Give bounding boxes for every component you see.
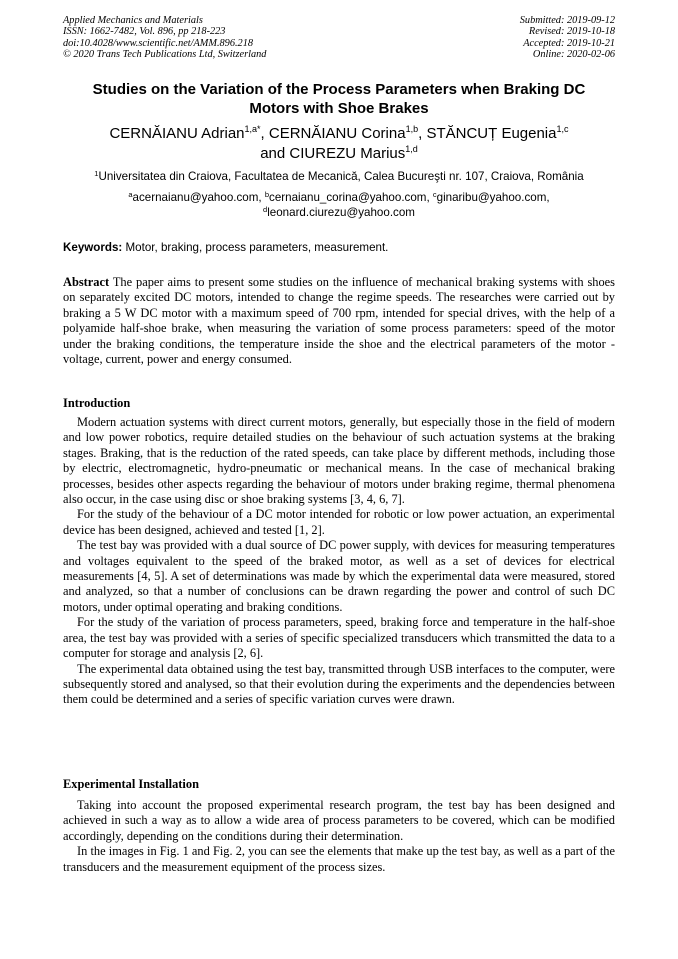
email-sup: d bbox=[263, 205, 268, 214]
author-name: CIUREZU Marius bbox=[289, 145, 406, 162]
journal-header-left bbox=[63, 15, 266, 61]
paragraph: Modern actuation systems with direct current motors, generally, but especially those in the field of modern and low power robotics, require detailed studies on the behaviour of such actuation systems at the braking stages. Braking, that is the reduction of the rated speeds, can take place by different methods, including those by electric, electromagnetic, hydro-pneumatic or mechanical means. In the case of mechanical braking processes, besides other aspects regarding the behaviour of motors under braking regime, thermal phenomena also occur, in the case using disc or shoe braking systems [3, 4, 6, 7]. bbox=[63, 415, 615, 507]
author-name: CERNĂIANU Corina bbox=[268, 125, 406, 142]
keywords-label: Keywords: bbox=[63, 241, 123, 254]
email-list bbox=[60, 190, 618, 220]
author-sup: 1,b bbox=[405, 124, 419, 134]
email-address: leonard.ciurezu@yahoo.com bbox=[267, 206, 415, 219]
paragraph: In the images in Fig. 1 and Fig. 2, you can see the elements that make up the test bay, as well as a part of the transducers and the measurement equipment of the process sizes. bbox=[63, 844, 615, 874]
email-sup: a bbox=[128, 190, 133, 199]
paragraph: For the study of the behaviour of a DC motor intended for robotic or low power actuation, an experimental device has been designed, achieved and tested [1, 2]. bbox=[63, 507, 615, 537]
author-list bbox=[40, 124, 638, 164]
journal-header-right bbox=[520, 15, 615, 61]
email-sup: c bbox=[432, 190, 437, 199]
paragraph: For the study of the variation of process parameters, speed, braking force and temperature in the half-shoe area, the test bay was provided with a series of specific specialized transducers which transmitted the data to a computer for storage and analysis [2, 6]. bbox=[63, 615, 615, 661]
author-sup: 1,a* bbox=[244, 124, 261, 134]
affiliation-text: Universitatea din Craiova, Facultatea de Mecanică, Calea Bucureşti nr. 107, Craiova, România bbox=[98, 170, 584, 183]
journal-doi: doi:10.4028/www.scientific.net/AMM.896.218 bbox=[63, 37, 253, 49]
date-submitted: Submitted: 2019-09-12 bbox=[519, 15, 615, 26]
paragraph: Taking into account the proposed experimental research program, the test bay has been designed and achieved in such a way as to allow a wide area of process parameters to be covered, which can be modified accordingly, depending on the conditions during their determination. bbox=[63, 798, 615, 843]
paper-title-line-2: Motors with Shoe Brakes bbox=[249, 100, 429, 117]
introduction-body bbox=[63, 415, 615, 708]
email-address: ginaribu@yahoo.com, bbox=[436, 191, 550, 204]
email-line-2 bbox=[60, 205, 618, 220]
email-address: acernaianu@yahoo.com, bbox=[132, 191, 265, 204]
author-sup: 1,d bbox=[405, 144, 418, 154]
author-line-1: CERNĂIANU Adrian$^{1,a*}$, CERNĂIANU Corina$^{1,b}$, STĂNCUȚ Eugenia$^{1,c}$ bbox=[109, 124, 569, 142]
author-sup: 1,c bbox=[556, 124, 569, 134]
paper-title-line-1: Studies on the Variation of the Process Parameters when Braking DC bbox=[92, 81, 586, 98]
journal-copyright: © 2020 Trans Tech Publications Ltd, Switzerland bbox=[63, 49, 267, 61]
email-address: cernaianu_corina@yahoo.com, bbox=[269, 191, 433, 204]
author-conjunction: and bbox=[260, 145, 290, 162]
keywords bbox=[63, 240, 615, 255]
email-line-1 bbox=[60, 190, 618, 205]
date-accepted: Accepted: 2019-10-21 bbox=[523, 37, 615, 49]
abstract-text: The paper aims to present some studies on the influence of mechanical braking systems with shoes on separately excited DC motors, intended to change the regime speeds. The researches were carried out by braking a 5 W DC motor with a maximum speed of 700 rpm, intended for special drives, with the help of a polyamide half-shoe brake, when measuring the variation of some process parameters: speed of the motor under the braking conditions, the temperature inside the shoe and the electrical parameters of the motor - voltage, current, power and energy consumed. bbox=[63, 275, 615, 367]
date-revised: Revised: 2019-10-18 bbox=[528, 26, 615, 38]
author-name: CERNĂIANU Adrian bbox=[109, 125, 245, 142]
affiliation bbox=[40, 169, 638, 184]
author-name: STĂNCUȚ Eugenia bbox=[426, 125, 557, 142]
experimental-body bbox=[63, 798, 615, 875]
email-sup: b bbox=[264, 190, 270, 199]
journal-name: Applied Mechanics and Materials bbox=[63, 15, 203, 26]
abstract-label: Abstract bbox=[63, 275, 110, 289]
date-online: Online: 2020-02-06 bbox=[532, 49, 615, 61]
abstract-paragraph bbox=[63, 275, 615, 367]
keywords-text: Motor, braking, process parameters, measurement. bbox=[122, 241, 389, 254]
paper-title bbox=[50, 80, 628, 118]
author-line-2 bbox=[40, 144, 638, 164]
journal-issn: ISSN: 1662-7482, Vol. 896, pp 218-223 bbox=[63, 26, 226, 38]
paragraph: The experimental data obtained using the test bay, transmitted through USB interfaces to the computer, were subsequently stored and analysed, so that their evolution during the experiments and the dependencies between them could be determined and a series of specific variation curves were drawn. bbox=[63, 661, 615, 707]
affiliation-sup: 1 bbox=[94, 169, 99, 178]
paragraph: The test bay was provided with a dual source of DC power supply, with devices for measuring temperatures and voltages equivalent to the speed of the braked motor, as well as a set of devices for electrical measurements [4, 5]. A set of determinations was made by which the experimental data were measured, stored and analyzed, so that a number of conclusions can be drawn regarding the power and control of such DC motors, under optimal operating and braking conditions. bbox=[63, 538, 615, 614]
section-heading-introduction: Introduction bbox=[63, 396, 131, 410]
section-heading-experimental: Experimental Installation bbox=[63, 777, 199, 791]
abstract bbox=[63, 275, 615, 367]
